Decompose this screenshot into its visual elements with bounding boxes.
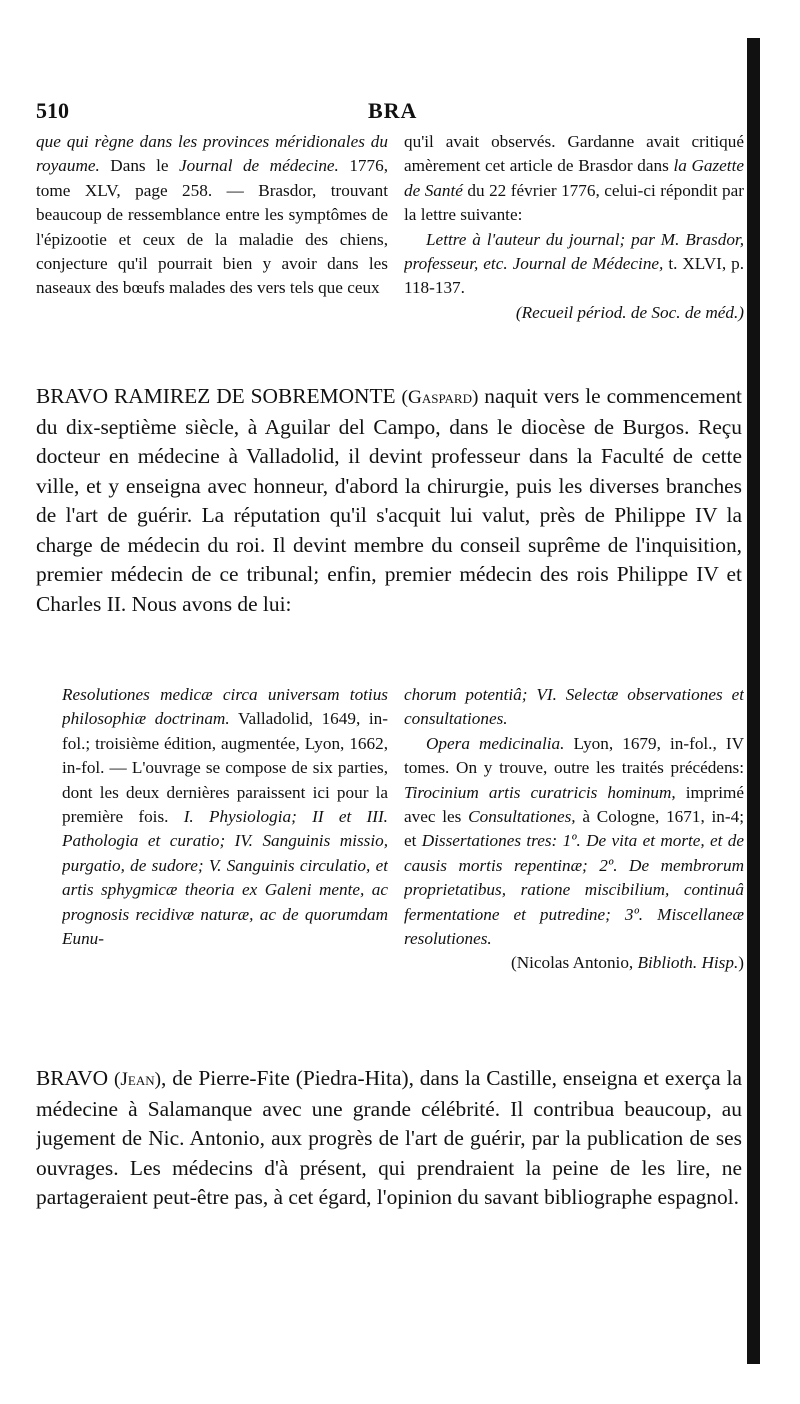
works-right-continuation [404, 685, 744, 728]
text-run: Lettre à l'auteur du journal; par M. Brasdor, professeur, etc. Journal de Médecine, [404, 229, 744, 274]
text-run: chorum potentiâ; VI. Selectæ observationes et consultationes. [404, 685, 744, 729]
text-run: du 22 février 1776, celui-ci répondit par la lettre suivante: [404, 180, 744, 225]
source-citation: (Recueil périod. de Soc. de méd.) [515, 302, 744, 322]
top-right-text [404, 132, 744, 224]
entry-headword: BRAVO [36, 1066, 109, 1090]
text-run: Valladolid, 1649, in-fol.; troisième édition, augmentée, Lyon, 1662, in-fol. — L'ouvrage se compose de six parties, dont les deux dernières paraissent ici pour la première fois. [62, 709, 388, 827]
text-run: qu'il avait observés. Gardanne avait critiqué amèrement cet article de Brasdor dans [404, 132, 744, 176]
entry-headword: BRAVO RAMIREZ DE SOBREMONTE [36, 384, 396, 408]
text-run: Dans le [99, 156, 179, 176]
top-left-text [36, 132, 388, 297]
text-run: que qui règne dans les provinces méridionales du royaume. [36, 132, 388, 176]
source-prefix: (Nicolas Antonio, [511, 953, 638, 973]
entry-first-name: (Gaspard) [401, 387, 479, 408]
top-left-column [36, 130, 388, 374]
entry-text: , de Pierre-Fite (Piedra-Hita), dans la Castille, enseigna et exerça la médecine à Salamanque avec une grande célébrité. Il contribua beaucoup, au jugement de Nic. Antonio, aux progrès de l'art de guérir, par la publication de ses ouvrages. Les médecins d'à présent, qui prendraient la peine de les lire, ne partageraient peut-être pas, à cet égard, l'opinion du savant bibliographe espagnol. [36, 1066, 742, 1209]
text-run: Resolutiones medicæ circa universam totius philosophiæ doctrinam. [62, 685, 388, 729]
entry-bravo-ramirez [36, 382, 742, 678]
text-run: à Cologne, 1671, in-4; et [404, 807, 744, 851]
source-title: Biblioth. Hisp. [637, 953, 739, 973]
text-run: t. XLVI, p. 118-137. [404, 254, 744, 298]
top-right-column [404, 130, 744, 374]
page-header [36, 98, 736, 128]
works-left-column [62, 683, 388, 1023]
text-run: 1776, tome XLV, page 258. — Brasdor, trouvant beaucoup de ressemblance entre les symptômes de l'épizootie et ceux de la maladie des chiens, conjecture qu'il pourrait bien y avoir dans les naseaux des bœufs malades des vers tels que ceux [36, 156, 388, 298]
page-edge-bar [747, 38, 760, 1364]
works-opera-medicinalia [404, 732, 744, 952]
text-run: I. Physiologia; II et III. Pathologia et curatio; IV. Sanguinis missio, purgatio, de sudore; V. Sanguinis circulatio, et artis sphygmicæ theoria ex Galeni mente, ac prognosis recidivæ naturæ, ac de quorumdam Eunu- [62, 807, 388, 949]
text-run: Journal de médecine. [179, 156, 339, 176]
page-number: 510 [36, 98, 69, 123]
running-head: BRA [368, 98, 418, 123]
works-source-citation [404, 951, 744, 975]
entry-bravo-jean [36, 1064, 742, 1284]
text-run: Opera medicinalia. [426, 733, 565, 753]
text-run: Consultationes, [468, 807, 576, 827]
text-run: imprimé avec les [404, 782, 744, 827]
text-run: la Gazette de Santé [404, 156, 744, 200]
text-run: Lyon, 1679, in-fol., IV tomes. On y trouve, outre les traités précédens: [404, 733, 744, 778]
source-suffix: ) [738, 953, 744, 973]
works-left-text [62, 685, 388, 948]
text-run: Tirocinium artis curatricis hominum, [404, 782, 676, 802]
works-right-column [404, 683, 744, 1063]
letter-citation [404, 228, 744, 301]
entry-first-name: (Jean) [114, 1069, 162, 1090]
text-run: Dissertationes tres: 1º. De vita et morte, et de causis mortis repentinæ; 2º. De membrorum proprietatibus, ratione miscibilium, continuâ fermentatione et putredine; 3º. Miscellaneæ resolutiones. [404, 831, 744, 949]
entry-text: naquit vers le commencement du dix-septième siècle, à Aguilar del Campo, dans le diocèse de Burgos. Reçu docteur en médecine à Valladolid, il devint professeur dans la Faculté de cette ville, et y enseigna avec honneur, d'abord la chirurgie, puis les diverses branches de l'art de guérir. La réputation qu'il s'acquit lui valut, près de Philippe IV la charge de médecin du roi. Il devint membre du conseil suprême de l'inquisition, premier médecin de ce tribunal; enfin, premier médecin des rois Philippe IV et Charles II. Nous avons de lui: [36, 384, 742, 616]
